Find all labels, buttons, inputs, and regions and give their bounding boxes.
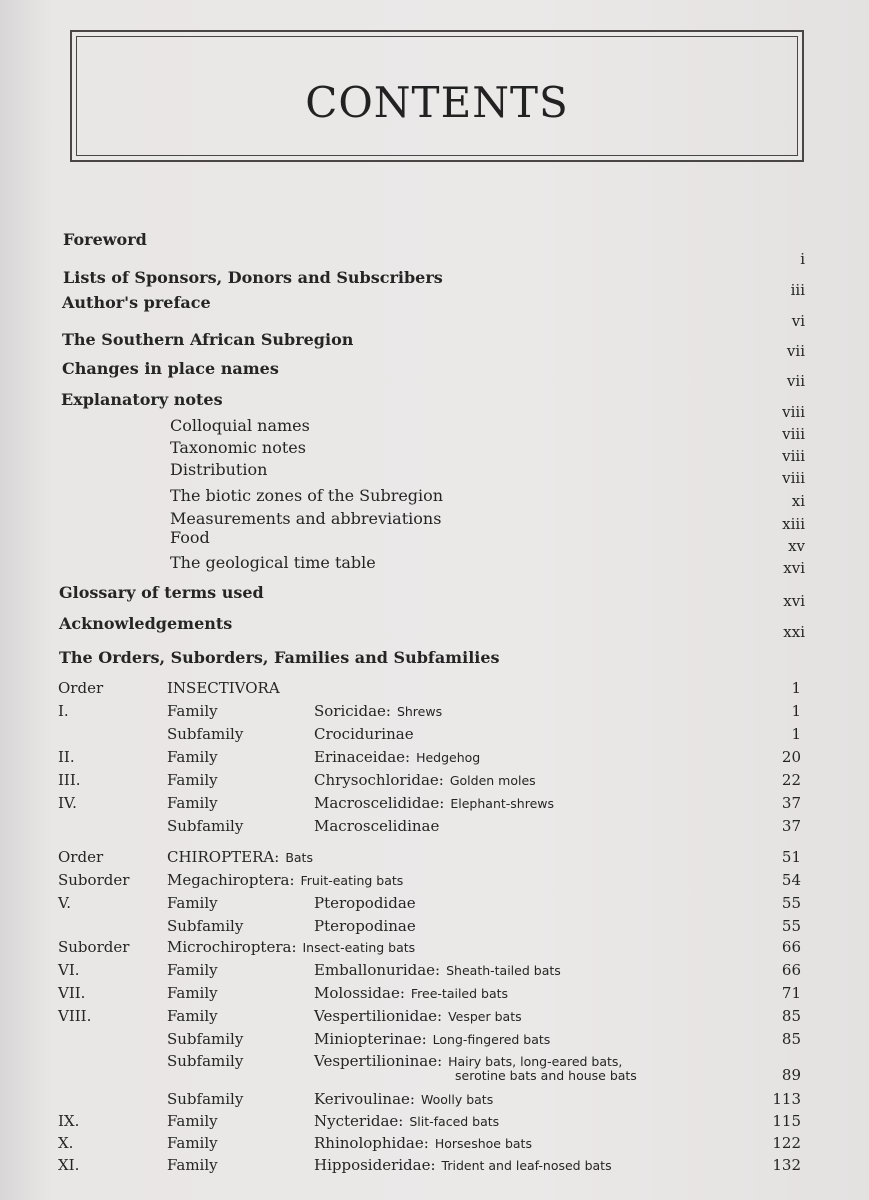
common-name: Insect-eating bats [302, 940, 416, 955]
taxon-rank: XI. [58, 1156, 80, 1174]
toc-entry-page: iii [790, 281, 805, 299]
taxon-level [167, 917, 243, 935]
taxon-level [167, 984, 218, 1002]
taxon-name [314, 702, 442, 720]
taxon-rank: I. [58, 702, 69, 720]
taxon-level-label: Microchiroptera: [167, 938, 297, 956]
taxon-page: 89 [781, 1066, 801, 1084]
scientific-name: Vespertilionidae: [314, 1007, 443, 1025]
taxon-level-label: Family [167, 771, 218, 789]
taxon-level [167, 725, 243, 743]
toc-entry-page: xi [791, 492, 805, 510]
taxon-name [314, 1090, 493, 1108]
common-name: Shrews [396, 704, 443, 719]
taxon-rank: V. [58, 894, 71, 912]
taxon-name [314, 984, 508, 1002]
toc-entry-label: Colloquial names [170, 416, 310, 435]
taxon-level-label: Family [167, 1112, 218, 1130]
taxon-level-label: Family [167, 1134, 218, 1152]
taxon-rank: VIII. [58, 1007, 92, 1025]
scientific-name: Rhinolophidae: [314, 1134, 429, 1152]
taxon-level [167, 748, 218, 766]
taxon-level-label: INSECTIVORA [167, 679, 280, 697]
taxon-level-label: Family [167, 961, 218, 979]
taxon-level [167, 1134, 218, 1152]
taxon-page: 22 [781, 771, 801, 789]
taxon-level-label: Family [167, 748, 218, 766]
taxon-rank: Suborder [58, 938, 130, 956]
toc-entry-page: xiii [782, 515, 805, 533]
taxon-rank: Order [58, 848, 104, 866]
taxon-rank: IV. [58, 794, 77, 812]
common-name: Hedgehog [416, 750, 481, 765]
toc-entry-label: Lists of Sponsors, Donors and Subscribers [63, 268, 443, 287]
common-name: Slit-faced bats [409, 1114, 500, 1129]
taxon-name [314, 1112, 499, 1130]
common-name: Hairy bats, long-eared bats, [448, 1054, 623, 1069]
taxon-level [167, 961, 218, 979]
taxon-page: 55 [781, 894, 801, 912]
toc-entry-label: Changes in place names [62, 359, 279, 378]
taxon-level-label: Family [167, 1007, 218, 1025]
taxon-level-label: CHIROPTERA: [167, 848, 280, 866]
taxon-level [167, 794, 218, 812]
toc-entry-page: xv [788, 537, 805, 555]
scientific-name: Erinaceidae: [314, 748, 411, 766]
taxon-rank: Suborder [58, 871, 130, 889]
toc-entry-page: vi [791, 312, 805, 330]
taxon-page: 37 [781, 794, 801, 812]
taxon-level [167, 702, 218, 720]
taxon-page: 1 [791, 702, 801, 720]
taxon-level-label: Subfamily [167, 917, 244, 935]
taxon-rank: Order [58, 679, 104, 697]
taxon-page: 51 [781, 848, 801, 866]
scientific-name: Soricidae: [314, 702, 391, 720]
toc-entry-page: viii [782, 425, 805, 443]
taxon-name [314, 1030, 550, 1048]
taxon-name [314, 961, 561, 979]
taxon-name [314, 1007, 522, 1025]
scientific-name: Kerivoulinae: [314, 1090, 415, 1108]
common-name: Long-fingered bats [432, 1032, 551, 1047]
taxon-level [167, 1112, 218, 1130]
page-title: CONTENTS [305, 78, 569, 127]
toc-entry-label: Explanatory notes [61, 390, 223, 409]
toc-entry-label: The biotic zones of the Subregion [170, 486, 444, 505]
taxon-level-label: Family [167, 794, 218, 812]
taxon-page: 132 [772, 1156, 801, 1174]
toc-entry-label: Author's preface [62, 293, 211, 312]
taxon-level [167, 848, 313, 866]
taxon-rank: III. [58, 771, 81, 789]
taxon-name [314, 771, 536, 789]
common-name: Elephant-shrews [450, 796, 554, 811]
taxon-level [167, 938, 415, 956]
taxon-name [314, 1134, 532, 1152]
taxon-rank: IX. [58, 1112, 80, 1130]
scientific-name: Miniopterinae: [314, 1030, 427, 1048]
taxon-level [167, 1007, 218, 1025]
taxon-page: 85 [781, 1007, 801, 1025]
taxon-page: 85 [781, 1030, 801, 1048]
taxon-level [167, 679, 280, 697]
title-frame [70, 30, 804, 162]
taxon-level [167, 1052, 243, 1070]
taxon-page: 1 [791, 725, 801, 743]
toc-entry-label: Taxonomic notes [170, 438, 306, 457]
common-name: Trident and leaf-nosed bats [441, 1158, 612, 1173]
taxon-name [314, 748, 480, 766]
toc-entry-label: Foreword [63, 230, 147, 249]
toc-entry-page: viii [782, 469, 805, 487]
common-name: Golden moles [449, 773, 536, 788]
toc-entry-label: Food [170, 528, 210, 547]
taxon-rank: VII. [58, 984, 86, 1002]
taxon-rank: II. [58, 748, 75, 766]
taxon-level-label: Subfamily [167, 1052, 244, 1070]
taxon-level-label: Subfamily [167, 725, 244, 743]
orders-heading: The Orders, Suborders, Families and Subfamilies [59, 648, 500, 667]
taxon-level [167, 871, 403, 889]
taxon-name [314, 1156, 612, 1174]
taxon-page: 113 [772, 1090, 801, 1108]
scientific-name: Chrysochloridae: [314, 771, 444, 789]
scientific-name: Vespertilioninae: [314, 1052, 443, 1070]
common-name: Vesper bats [448, 1009, 522, 1024]
taxon-page: 1 [791, 679, 801, 697]
taxon-level-label: Subfamily [167, 1030, 244, 1048]
scientific-name: Hipposideridae: [314, 1156, 436, 1174]
taxon-page: 55 [781, 917, 801, 935]
common-name: Fruit-eating bats [300, 873, 404, 888]
taxon-level-label: Family [167, 894, 218, 912]
taxon-level [167, 817, 243, 835]
taxon-level-label: Family [167, 984, 218, 1002]
common-name: Sheath-tailed bats [446, 963, 561, 978]
toc-entry-label: The geological time table [170, 553, 376, 572]
taxon-name [314, 794, 554, 812]
toc-entry-page: xxi [783, 623, 805, 641]
taxon-page: 66 [781, 961, 801, 979]
taxon-page: 54 [781, 871, 801, 889]
taxon-name [314, 894, 416, 912]
taxon-level [167, 894, 218, 912]
taxon-level-label: Megachiroptera: [167, 871, 295, 889]
taxon-level [167, 1030, 243, 1048]
taxon-level-label: Family [167, 1156, 218, 1174]
taxon-page: 37 [781, 817, 801, 835]
toc-entry-page: viii [782, 403, 805, 421]
toc-entry-page: i [800, 250, 805, 268]
toc-entry-page: xvi [783, 559, 805, 577]
scientific-name: Macroscelidinae [314, 817, 440, 835]
toc-entry-label: The Southern African Subregion [62, 330, 354, 349]
taxon-level-label: Family [167, 702, 218, 720]
scientific-name: Nycteridae: [314, 1112, 404, 1130]
taxon-page: 115 [772, 1112, 801, 1130]
scientific-name: Pteropodidae [314, 894, 416, 912]
taxon-page: 122 [772, 1134, 801, 1152]
toc-entry-label: Glossary of terms used [59, 583, 264, 602]
taxon-level-label: Subfamily [167, 817, 244, 835]
toc-entry-label: Distribution [170, 460, 268, 479]
common-name-continued: serotine bats and house bats [455, 1068, 637, 1083]
common-name: Bats [285, 850, 313, 865]
scientific-name: Pteropodinae [314, 917, 416, 935]
taxon-page: 66 [781, 938, 801, 956]
scientific-name: Crocidurinae [314, 725, 414, 743]
common-name: Horseshoe bats [434, 1136, 532, 1151]
toc-entry-label: Measurements and abbreviations [170, 509, 442, 528]
taxon-name [314, 817, 439, 835]
taxon-level [167, 1090, 243, 1108]
toc-entry-page: vii [786, 342, 805, 360]
common-name: Woolly bats [420, 1092, 494, 1107]
taxon-page: 20 [781, 748, 801, 766]
common-name: Free-tailed bats [410, 986, 509, 1001]
taxon-page: 71 [781, 984, 801, 1002]
toc-entry-page: vii [786, 372, 805, 390]
taxon-name [314, 917, 416, 935]
taxon-level-label: Subfamily [167, 1090, 244, 1108]
taxon-level [167, 771, 218, 789]
taxon-level [167, 1156, 218, 1174]
taxon-rank: X. [58, 1134, 74, 1152]
scientific-name: Emballonuridae: [314, 961, 441, 979]
scientific-name: Macroscelididae: [314, 794, 445, 812]
scientific-name: Molossidae: [314, 984, 405, 1002]
taxon-rank: VI. [58, 961, 80, 979]
taxon-name [314, 1052, 637, 1083]
toc-entry-label: Acknowledgements [59, 614, 233, 633]
toc-entry-page: xvi [783, 592, 805, 610]
toc-entry-page: viii [782, 447, 805, 465]
taxon-name [314, 725, 414, 743]
